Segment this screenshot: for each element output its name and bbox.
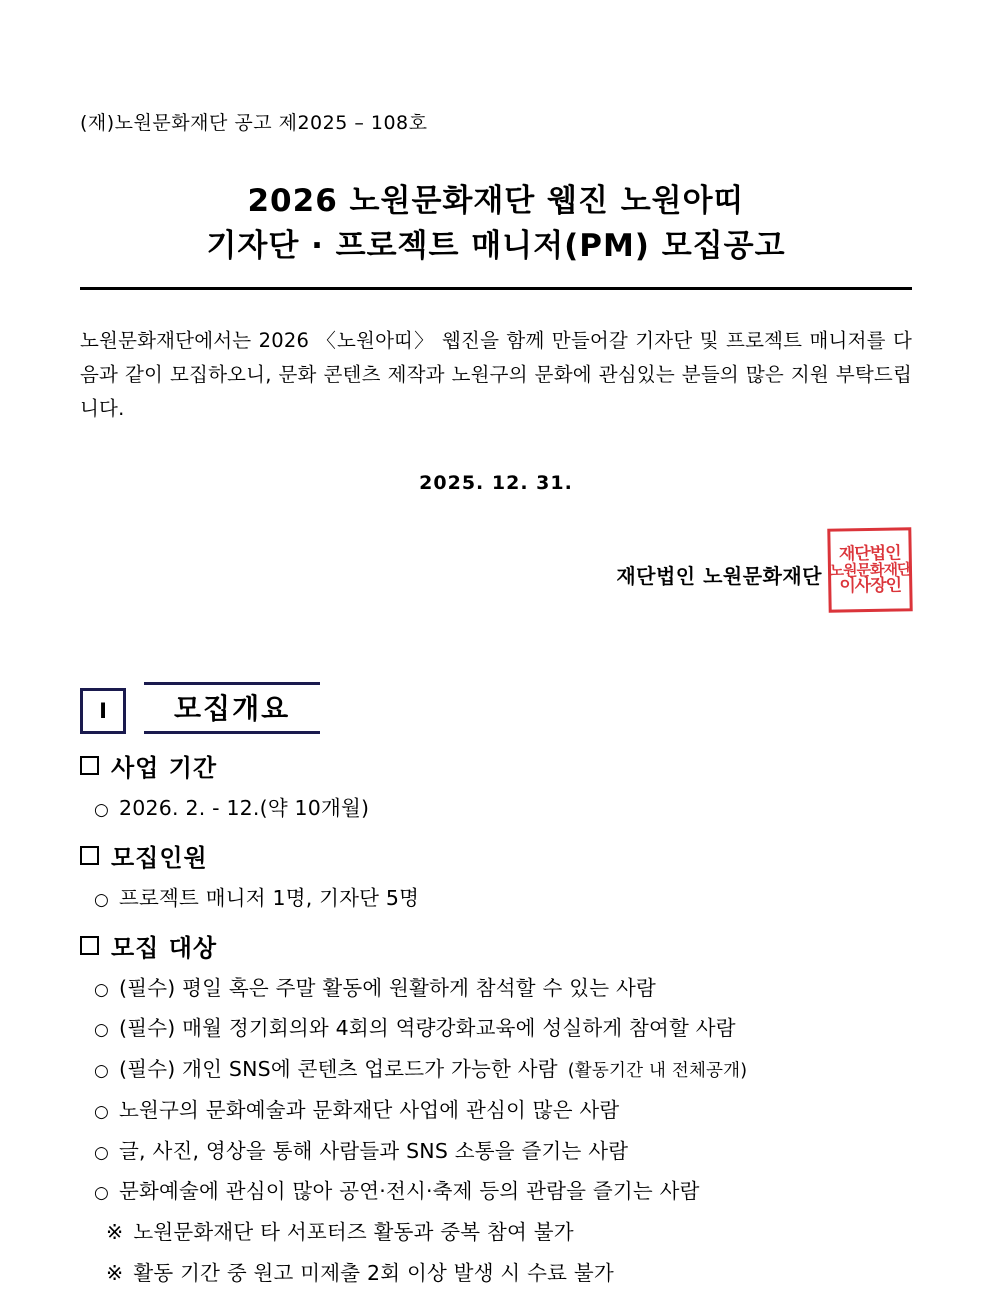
- section-number: Ⅰ: [80, 688, 126, 734]
- checkbox-square-icon: [80, 756, 99, 775]
- note-mark-icon: ※: [106, 1260, 124, 1285]
- title-line-1: 2026 노원문화재단 웹진 노원아띠: [247, 182, 745, 219]
- list-item: [80, 1054, 912, 1085]
- checkbox-square-icon: [80, 936, 99, 955]
- list-item-text: 프로젝트 매니저 1명, 기자단 5명: [119, 885, 420, 910]
- seal-line-3: 이사장인: [839, 575, 902, 597]
- circle-bullet-icon: ○: [94, 1183, 110, 1204]
- list-item-text: 글, 사진, 영상을 통해 사람들과 SNS 소통을 즐기는 사람: [119, 1138, 629, 1163]
- note-mark-icon: ※: [106, 1220, 124, 1245]
- block-eligibility: [80, 928, 912, 1289]
- circle-bullet-icon: ○: [94, 1020, 110, 1041]
- list-item-text: 노원구의 문화예술과 문화재단 사업에 관심이 많은 사람: [119, 1097, 620, 1122]
- list-item-text: (필수) 평일 혹은 주말 활동에 원활하게 참석할 수 있는 사람: [119, 975, 656, 1000]
- note-item: [80, 1258, 912, 1289]
- intro-paragraph: [80, 324, 912, 426]
- list-item-note: (활동기간 내 전체공개): [567, 1061, 748, 1082]
- issue-date: 2025. 12. 31.: [419, 472, 573, 495]
- list-item-text: 2026. 2. - 12.(약 10개월): [119, 796, 370, 821]
- official-seal-icon: [827, 527, 912, 612]
- block-heading-label: 사업 기간: [111, 754, 218, 783]
- section-title: 모집개요: [174, 692, 291, 726]
- document-title: [80, 179, 912, 290]
- list-item: [80, 1136, 912, 1167]
- list-item: [80, 973, 912, 1004]
- list-item: [80, 1095, 912, 1126]
- note-text: 활동 기간 중 원고 미제출 2회 이상 발생 시 수료 불가: [133, 1260, 614, 1285]
- list-item: [80, 883, 912, 914]
- signer-name: 재단법인 노원문화재단: [616, 564, 822, 589]
- section-heading: [80, 682, 912, 734]
- block-heading-label: 모집인원: [111, 843, 208, 872]
- note-item: [80, 1217, 912, 1248]
- section-title-box: [144, 682, 320, 734]
- signature-row: [80, 528, 912, 618]
- block-project-period: [80, 748, 912, 824]
- list-item: [80, 1176, 912, 1207]
- list-item-text: 문화예술에 관심이 많아 공연·전시·축제 등의 관람을 즐기는 사람: [119, 1179, 700, 1204]
- circle-bullet-icon: ○: [94, 1101, 110, 1122]
- circle-bullet-icon: ○: [94, 979, 110, 1000]
- block-recruit-count: [80, 838, 912, 914]
- circle-bullet-icon: ○: [94, 1061, 110, 1082]
- intro-text: 노원문화재단에서는 2026 〈노원아띠〉 웹진을 함께 만들어갈 기자단 및 프로젝트 매니저를 다음과 같이 모집하오니, 문화 콘텐츠 제작과 노원구의 문화에 관심있는 분들의 많은 지원 부탁드립니다.: [80, 328, 912, 420]
- circle-bullet-icon: ○: [94, 1142, 110, 1163]
- block-heading: [80, 928, 912, 963]
- seal-line-2: 노원문화재단: [829, 559, 911, 580]
- seal-line-1: 재단법인: [838, 543, 901, 565]
- circle-bullet-icon: ○: [94, 800, 110, 821]
- document-number: (재)노원문화재단 공고 제2025 – 108호: [80, 112, 428, 134]
- note-text: 노원문화재단 타 서포터즈 활동과 중복 참여 불가: [133, 1220, 574, 1245]
- block-heading: [80, 748, 912, 783]
- title-line-2: 기자단 · 프로젝트 매니저(PM) 모집공고: [206, 227, 786, 264]
- list-item-text: (필수) 개인 SNS에 콘텐츠 업로드가 가능한 사람: [119, 1057, 558, 1082]
- list-item: [80, 793, 912, 824]
- title-divider: [80, 287, 912, 290]
- block-heading-label: 모집 대상: [111, 933, 218, 962]
- list-item-text: (필수) 매월 정기회의와 4회의 역량강화교육에 성실하게 참여할 사람: [119, 1016, 736, 1041]
- circle-bullet-icon: ○: [94, 889, 110, 910]
- block-heading: [80, 838, 912, 873]
- list-item: [80, 1013, 912, 1044]
- checkbox-square-icon: [80, 846, 99, 865]
